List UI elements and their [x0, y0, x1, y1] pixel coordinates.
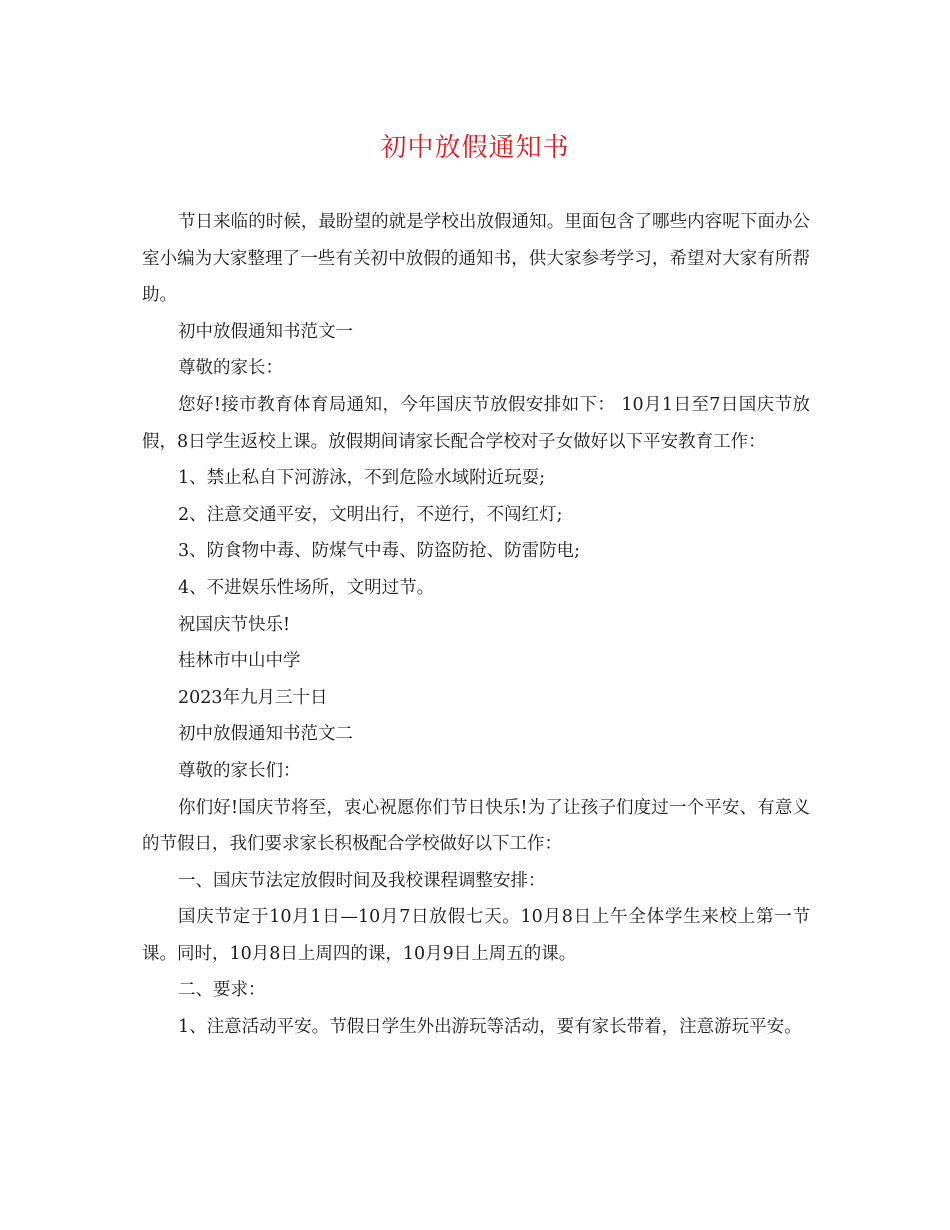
list-item: 1、注意活动平安。节假日学生外出游玩等活动，要有家长带着，注意游玩平安。 [178, 1017, 802, 1038]
salutation: 尊敬的家长们： [178, 760, 301, 781]
body-paragraph: 国庆节定于10月1日—10月7日放假七天。10月8日上午全体学生来校上第一节课。同时，10月8日上周四的课，10月9日上周五的课。 [142, 907, 810, 964]
salutation: 尊敬的家长： [178, 358, 283, 379]
list-item: 3、防食物中毒、防煤气中毒、防盗防抢、防雷防电; [178, 541, 581, 562]
list-item: 4、不进娱乐性场所，文明过节。 [178, 577, 435, 598]
closing-wish: 祝国庆节快乐! [178, 614, 291, 635]
list-item: 1、禁止私自下河游泳，不到危险水域附近玩耍; [178, 468, 546, 489]
intro-paragraph: 节日来临的时候，最盼望的就是学校出放假通知。里面包含了哪些内容呢下面办公室小编为大家整理了一些有关初中放假的通知书，供大家参考学习，希望对大家有所帮助。 [142, 212, 810, 306]
list-item: 2、注意交通平安，文明出行，不逆行，不闯红灯; [178, 504, 563, 525]
document-title: 初中放假通知书 [380, 133, 570, 163]
signature-date: 2023年九月三十日 [178, 687, 328, 708]
signature-school: 桂林市中山中学 [178, 651, 301, 672]
document-body [142, 204, 810, 1046]
body-paragraph: 你们好!国庆节将至，衷心祝愿你们节日快乐!为了让孩子们度过一个平安、有意义的节假日，我们要求家长积极配合学校做好以下工作： [142, 797, 810, 855]
section-heading-sample-one: 初中放假通知书范文一 [178, 321, 353, 342]
subheading: 二、要求： [178, 980, 266, 1001]
section-heading-sample-two: 初中放假通知书范文二 [178, 724, 353, 745]
subheading: 一、国庆节法定放假时间及我校课程调整安排： [178, 870, 546, 891]
body-paragraph: 您好!接市教育体育局通知，今年国庆节放假安排如下： 10月1日至7日国庆节放假，8日学生返校上课。放假期间请家长配合学校对子女做好以下平安教育工作： [142, 394, 810, 452]
